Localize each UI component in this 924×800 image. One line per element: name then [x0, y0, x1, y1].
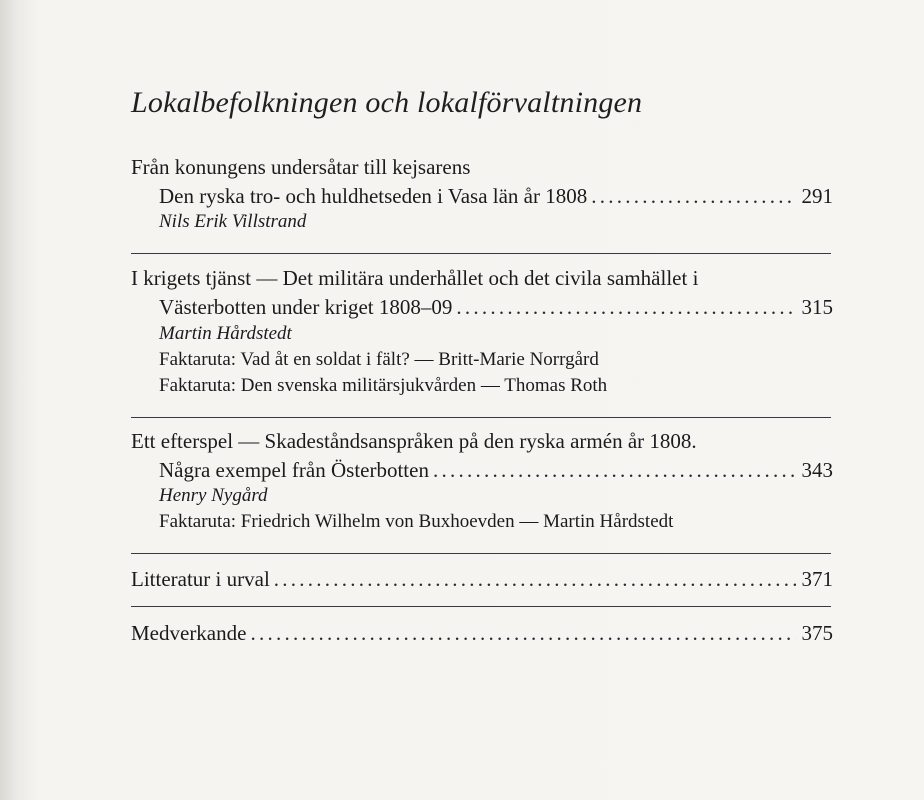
entry-4-page-number: 371 [801, 567, 833, 591]
entry-3-fact-1: Faktaruta: Friedrich Wilhelm von Buxhoevden — Martin Hårdstedt [159, 511, 674, 532]
entry-5-page-number: 375 [801, 621, 833, 645]
entry-3-title-line1: Ett efterspel — Skadeståndsanspråken på den ryska armén år 1808. [131, 429, 697, 453]
divider [131, 417, 831, 418]
divider [131, 553, 831, 554]
entry-2-title-line1: I krigets tjänst — Det militära underhållet och det civila samhället i [131, 266, 699, 290]
dot-leader [250, 620, 795, 646]
entry-2-title-line2-row [159, 294, 833, 320]
dot-leader [591, 183, 795, 209]
entry-1-author: Nils Erik Villstrand [159, 211, 307, 232]
entry-4-row [131, 566, 833, 592]
divider [131, 606, 831, 607]
entry-4-title: Litteratur i urval [131, 567, 270, 591]
entry-2-author: Martin Hårdstedt [159, 323, 292, 344]
entry-1-title-line1: Från konungens undersåtar till kejsarens [131, 155, 471, 179]
dot-leader [274, 566, 796, 592]
entry-2-page-number: 315 [801, 295, 833, 319]
section-heading: Lokalbefolkningen och lokalförvaltningen [131, 86, 643, 119]
dot-leader [433, 457, 796, 483]
entry-2-fact-2: Faktaruta: Den svenska militärsjukvården — Thomas Roth [159, 375, 608, 396]
entry-2-fact-1: Faktaruta: Vad åt en soldat i fält? — Britt-Marie Norrgård [159, 349, 599, 370]
dot-leader [456, 294, 795, 320]
entry-1-title-line2-row [159, 183, 833, 209]
entry-3-author: Henry Nygård [159, 485, 268, 506]
entry-2-title-line2: Västerbotten under kriget 1808–09 [159, 295, 453, 319]
entry-1-title-line2: Den ryska tro- och huldhetseden i Vasa län år 1808 [159, 184, 588, 208]
entry-3-page-number: 343 [801, 458, 833, 482]
entry-3-title-line2: Några exempel från Österbotten [159, 458, 429, 482]
entry-3-title-line2-row [159, 457, 833, 483]
entry-5-title: Medverkande [131, 621, 247, 645]
entry-1-page-number: 291 [801, 184, 833, 208]
divider [131, 253, 831, 254]
entry-5-row [131, 620, 833, 646]
